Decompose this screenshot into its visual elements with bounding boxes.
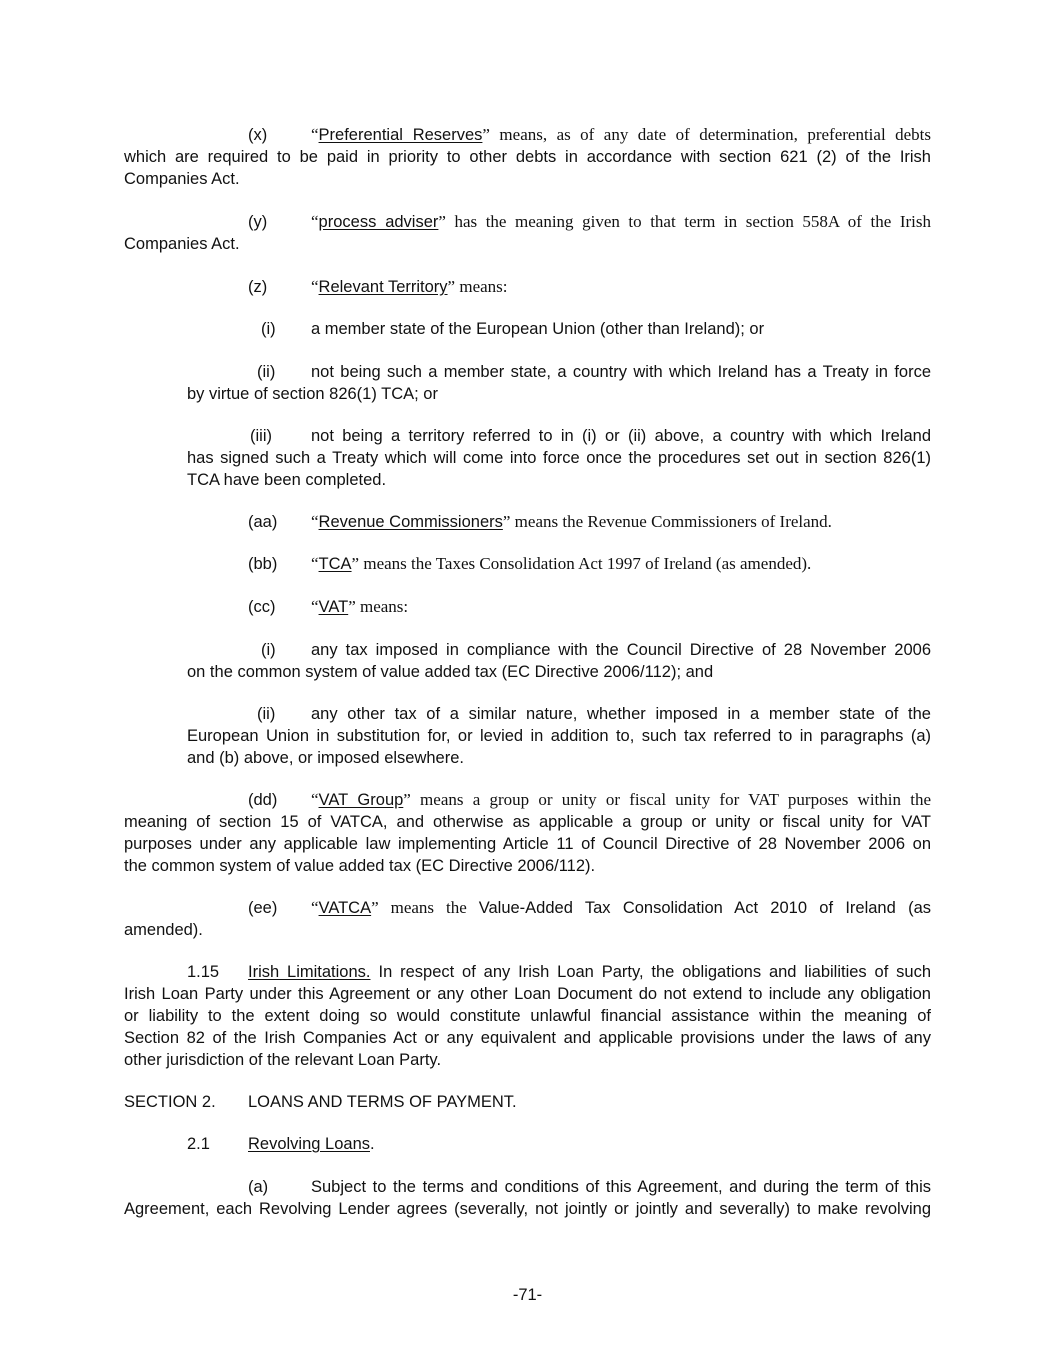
clause-text: any other tax of a similar nature, whether imposed in a member state of the — [311, 705, 931, 723]
clause-label: (y) — [248, 213, 268, 231]
sub-clause-z-iii — [187, 425, 931, 491]
section-2-1-heading — [124, 1133, 931, 1155]
defined-term: VAT Group — [318, 791, 404, 809]
clause-label: (x) — [248, 126, 268, 144]
clause-label: (dd) — [248, 791, 278, 809]
defined-term: VATCA — [318, 899, 372, 917]
clause-label: (i) — [261, 641, 276, 659]
sub-clause-z-i — [187, 318, 931, 340]
clause-label: (a) — [248, 1178, 269, 1196]
definition-preferential-reserves: (x) “Preferential Reserves” means, as of any date of determination, preferential debts which are required to be paid in priority to other debts in accordance with section 621 (2) of the Irish Companies Act. — [124, 125, 932, 188]
section-text: Irish Loan Party under this Agreement or any other Loan Document do not extend to include any obligation — [124, 985, 931, 1003]
definition-text: ” has the meaning given to that term in section 558A of the Irish — [438, 212, 931, 231]
clause-text: Subject to the terms and conditions of this Agreement, and during the term of this — [311, 1178, 931, 1196]
clause-label: (bb) — [248, 555, 278, 573]
section-text: In respect of any Irish Loan Party, the obligations and liabilities of such — [378, 963, 931, 981]
definition-vatca: (ee) “VATCA” means the Value-Added Tax Consolidation Act 2010 of Ireland (as amended). — [124, 898, 931, 939]
definition-vat: (cc) “VAT” means: — [248, 597, 409, 616]
definition-text: Companies Act. — [124, 170, 240, 188]
section-number: 2.1 — [187, 1135, 210, 1153]
definition-text: ” means: — [447, 277, 508, 296]
definition-text: ” means the Taxes Consolidation Act 1997 of Ireland (as amended). — [351, 554, 812, 573]
page-number: -71- — [512, 1286, 543, 1304]
definition-revenue-commissioners: (aa) “Revenue Commissioners” means the Revenue Commissioners of Ireland. — [248, 512, 832, 531]
definition-text: ” means the Revenue Commissioners of Ireland. — [502, 512, 832, 531]
clause-text: by virtue of section 826(1) TCA; or — [187, 385, 438, 403]
sub-clause-cc-i — [187, 639, 931, 683]
defined-term: TCA — [318, 555, 352, 573]
clause-text: and (b) above, or imposed elsewhere. — [187, 749, 464, 767]
defined-term: VAT — [318, 598, 349, 616]
clause-text: not being such a member state, a country with which Ireland has a Treaty in force — [311, 363, 931, 381]
clause-label: (i) — [261, 320, 276, 338]
section-heading-title: LOANS AND TERMS OF PAYMENT. — [248, 1093, 517, 1111]
defined-term: process adviser — [318, 213, 439, 231]
clause-text: not being a territory referred to in (i) or (ii) above, a country with which Ireland — [311, 427, 931, 445]
clause-text: a member state of the European Union (other than Ireland); or — [311, 320, 765, 338]
section-title: Revolving Loans — [248, 1135, 370, 1153]
section-text: Section 82 of the Irish Companies Act or any equivalent and applicable provisions under the laws of any — [124, 1029, 931, 1047]
clause-label: (z) — [248, 278, 268, 296]
section-heading — [124, 1091, 517, 1113]
definition-text: ” means: — [348, 597, 409, 616]
definition-relevant-territory: (z) “Relevant Territory” means: — [248, 277, 508, 296]
clause-label: (cc) — [248, 598, 276, 616]
sub-clause-z-ii — [187, 361, 931, 405]
definition-text: meaning of section 15 of VATCA, and otherwise as applicable a group or unity or fiscal unity for VAT — [124, 813, 931, 831]
section-heading-number: SECTION 2. — [124, 1093, 216, 1111]
clause-text: on the common system of value added tax (EC Directive 2006/112); and — [187, 663, 714, 681]
clause-text: European Union in substitution for, or levied in addition to, such tax referred to in paragraphs (a) — [187, 727, 931, 745]
clause-label: (ee) — [248, 899, 278, 917]
defined-term: Revenue Commissioners — [318, 513, 503, 531]
clause-text: TCA have been completed. — [187, 471, 387, 489]
clause-text: has signed such a Treaty which will come into force once the procedures set out in section 826(1) — [187, 449, 931, 467]
definition-text: Value-Added Tax Consolidation Act 2010 of Ireland (as — [478, 899, 931, 917]
section-title-punctuation: . — [370, 1135, 375, 1153]
clause-label: (ii) — [257, 705, 276, 723]
clause-label: (aa) — [248, 513, 278, 531]
section-text: other jurisdiction of the relevant Loan Party. — [124, 1051, 442, 1069]
clause-text: any tax imposed in compliance with the Council Directive of 28 November 2006 — [311, 641, 931, 659]
clause-label: (ii) — [257, 363, 276, 381]
definition-text: purposes under any applicable law implementing Article 11 of Council Directive of 28 November 2006 on — [124, 835, 931, 853]
definition-text: ” means a group or unity or fiscal unity for VAT purposes within the — [403, 790, 931, 809]
sub-clause-cc-ii — [187, 703, 931, 769]
section-text: or liability to the extent doing so would constitute unlawful financial assistance within the meaning of — [124, 1007, 931, 1025]
definition-text: amended). — [124, 921, 203, 939]
definition-text: Companies Act. — [124, 235, 240, 253]
defined-term: Relevant Territory — [318, 278, 448, 296]
definition-text: which are required to be paid in priority to other debts in accordance with section 621 (2) of the Irish — [124, 148, 931, 166]
clause-label: (iii) — [250, 427, 272, 445]
definition-text: ” means, as of any date of determination, preferential debts — [482, 125, 932, 144]
definition-text: ” means the — [371, 898, 479, 917]
definition-vat-group: (dd) “VAT Group” means a group or unity or fiscal unity for VAT purposes within the meaning of section 15 of VATCA, and otherwise as applicable a group or unity or fiscal unity for VAT purposes under any applicable law implementing Article 11 of Council Directive of 28 November 2006 on the common system of value added tax (EC Directive 2006/112). — [124, 790, 931, 875]
defined-term: Preferential Reserves — [318, 126, 483, 144]
section-title: Irish Limitations. — [248, 963, 371, 981]
definition-tca: (bb) “TCA” means the Taxes Consolidation Act 1997 of Ireland (as amended). — [248, 554, 812, 573]
section-2-1-a — [124, 1176, 931, 1220]
definition-text: the common system of value added tax (EC Directive 2006/112). — [124, 857, 596, 875]
clause-text: Agreement, each Revolving Lender agrees (severally, not jointly or jointly and severally) to make revolving — [124, 1200, 931, 1218]
section-number: 1.15 — [187, 963, 220, 981]
definition-process-adviser: (y) “process adviser” has the meaning given to that term in section 558A of the Irish Companies Act. — [124, 212, 931, 253]
section-1-15-irish-limitations — [124, 961, 931, 1071]
